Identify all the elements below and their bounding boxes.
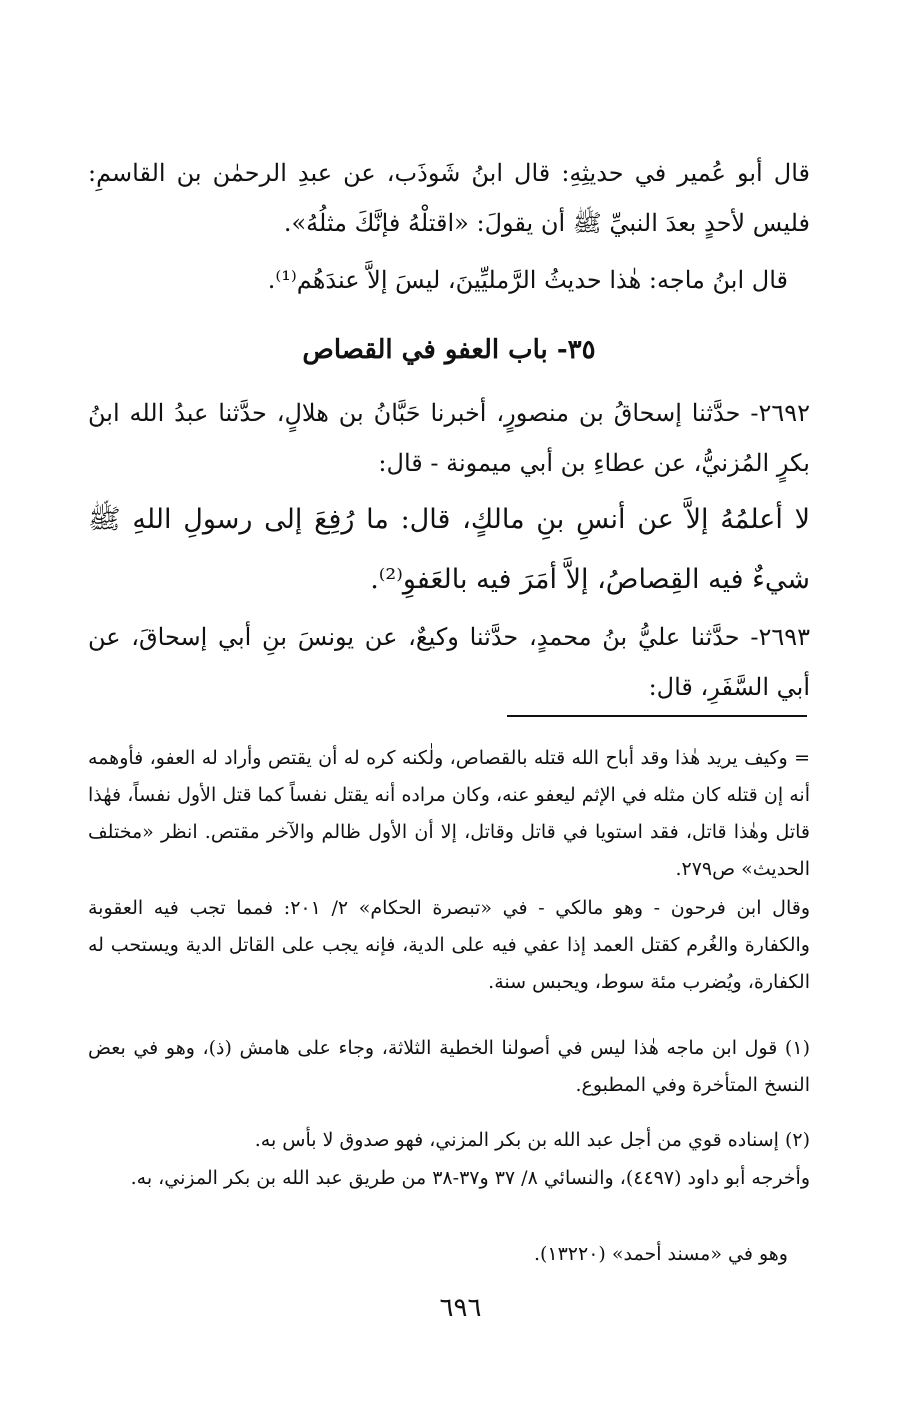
paragraph-qala-abu-umayr: قال أبو عُمير في حديثِهِ: قال ابنُ شَوذَب، عن عبدِ الرحمٰن بن القاسمِ: فليس لأحدٍ بعدَ النبيِّ ﷺ أن يقولَ: «اقتلْهُ فإنَّكَ مثلُهُ». [88, 159, 810, 237]
hadith-2692-isnad: ٢٦٩٢- حدَّثنا إسحاقُ بن منصورٍ، أخبرنا حَبَّانُ بن هلالٍ، حدَّثنا عبدُ الله ابنُ بكرٍ المُزنيُّ، عن عطاءِ بن أبي ميمونة - قال: [88, 399, 810, 477]
paragraph-ibn-majah-remark: قال ابنُ ماجه: هٰذا حديثُ الرَّمليِّينَ، ليسَ إلاَّ عندَهُم⁽¹⁾. [267, 266, 788, 294]
footnote-separator [507, 715, 807, 717]
footnote-2-musnad: وهو في «مسند أحمد» (١٣٢٢٠). [533, 1243, 788, 1265]
footnote-2: (٢) إسناده قوي من أجل عبد الله بن بكر المزني، فهو صدوق لا بأس به. [254, 1129, 810, 1151]
hadith-2693-isnad: ٢٦٩٣- حدَّثنا عليُّ بنُ محمدٍ، حدَّثنا وكيعٌ، عن يونسَ بنِ أبي إسحاقَ، عن أبي السَّفَرِ، قال: [88, 623, 810, 701]
footnote-2-takhrij: وأخرجه أبو داود (٤٤٩٧)، والنسائي ٨/ ٣٧ و٣٧-٣٨ من طريق عبد الله بن بكر المزني، به. [130, 1167, 810, 1189]
footnote-ibn-farhun: وقال ابن فرحون - وهو مالكي - في «تبصرة الحكام» ٢/ ٢٠١: فمما تجب فيه العقوبة والكفارة والغُرم كقتل العمد إذا عفي فيه على الدية، فإنه يجب على القاتل الدية ويستحب له الكفارة، ويُضرب مئة سوط، ويحبس سنة. [88, 897, 810, 993]
footnote-continuation: = وكيف يريد هٰذا وقد أباح الله قتله بالقصاص، ولٰكنه كره له أن يقتص وأراد له العفو، فأوهمه أنه إن قتله كان مثله في الإثم ليعفو عنه، وكان مراده أنه يقتل نفساً كما قتل الأول نفساً، فهٰذا قاتل وهٰذا قاتل، فقد استويا في قاتل وقاتل، إلا أن الأول ظالم والآخر مقتص. انظر «مختلف الحديث» ص٢٧٩. [88, 747, 810, 880]
footnote-1: (١) قول ابن ماجه هٰذا ليس في أصولنا الخطية الثلاثة، وجاء على هامش (ذ)، وهو في بعض النسخ المتأخرة وفي المطبوع. [88, 1037, 810, 1096]
chapter-heading: ٣٥- باب العفو في القصاص [302, 335, 596, 365]
hadith-2692-matn: لا أعلمُهُ إلاَّ عن أنسِ بنِ مالكٍ، قال: ما رُفِعَ إلى رسولِ اللهِ ﷺ شيءٌ فيه القِصاصُ، إلاَّ أمَرَ فيه بالعَفوِ⁽²⁾. [88, 504, 810, 595]
page-number: ٦٩٦ [439, 1293, 482, 1323]
